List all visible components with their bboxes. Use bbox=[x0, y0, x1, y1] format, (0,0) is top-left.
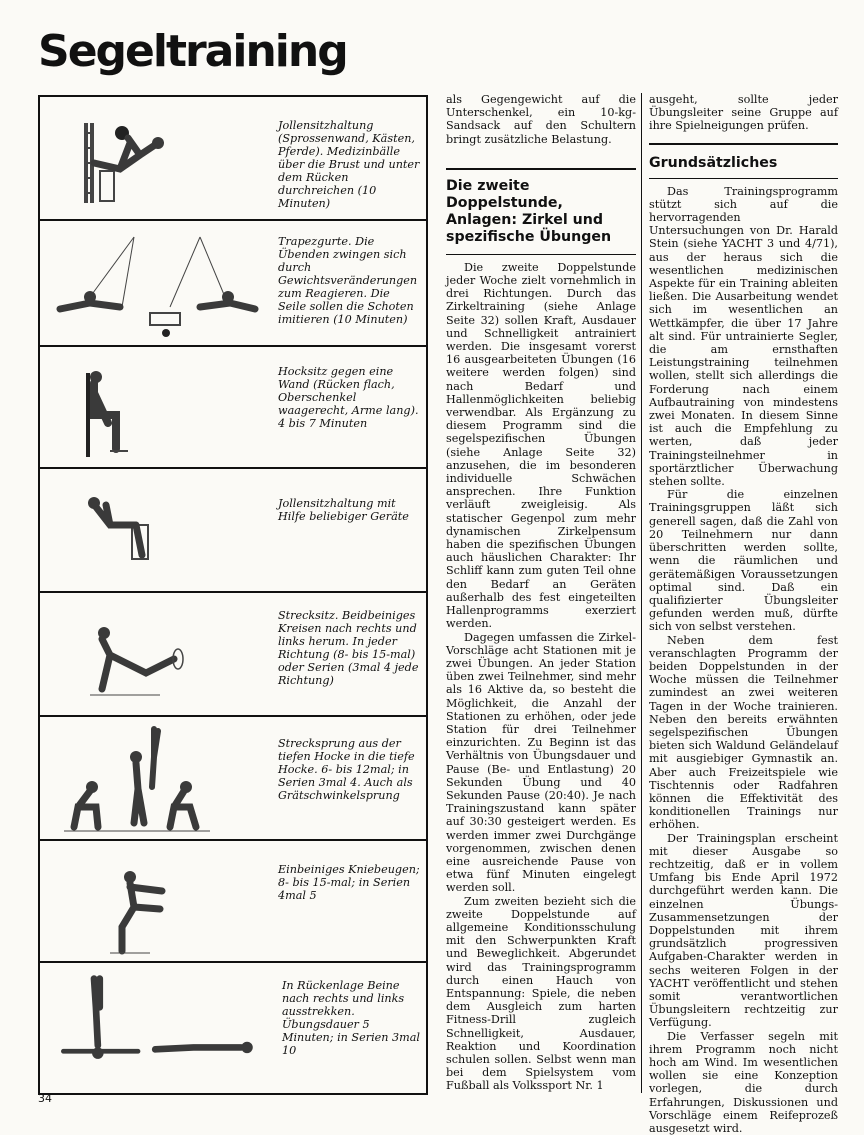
hiking-position-illustration bbox=[50, 475, 270, 587]
section-divider bbox=[446, 168, 636, 170]
section-divider bbox=[649, 178, 838, 179]
section-divider bbox=[649, 143, 838, 145]
article-column-2 bbox=[446, 93, 636, 1093]
wall-squat-illustration bbox=[50, 353, 270, 463]
section-heading: Die zweite Doppelstunde, Anlagen: Zirkel und spezifische Übungen bbox=[446, 177, 612, 245]
exercise-row bbox=[40, 593, 426, 717]
paragraph: Neben dem fest veranschlagten Programm der beiden Doppelstunden in der Woche müssen die Teilnehmer zumindest an zwei weiteren Tagen in der Woche trainieren. Neben den bereits erwähnten segelspezifischen Übungen bieten sich Waldund Geländelauf mit ausgiebiger Gymnastik an. Aber auch Freizeitspiele wie Tischtennis oder Radfahren können die Effektivität des konditionellen Trainings nur erhöhen. bbox=[649, 633, 838, 832]
wallbars-medicine-ball-illustration bbox=[50, 103, 270, 215]
exercise-row bbox=[40, 347, 426, 469]
page-title: Segeltraining bbox=[38, 26, 347, 77]
paragraph: Das Trainingsprogramm stützt sich auf die hervorragenden Untersuchungen von Dr. Harald Stein (siehe YACHT 3 und 4/71), aus der heraus sich die wesentlichen medizinischen Aspekte für ein Training ableiten ließen. Die Ausarbeitung wendet sich im wesentlichen an Wettkämpfer, die über 17 Jahre alt sind. Für untrainierte Segler, die am ernsthaften Leistungstraining teilnehmen wollen, stellt sich allerdings die Forderung nach einem Aufbautraining von mindestens zwei Monaten. In diesem Sinne ist auch die Empfehlung zu werten, daß jeder Trainingsteilnehmer in sportärztlicher Überwachung stehen sollte. bbox=[649, 184, 838, 489]
paragraph: Dagegen umfassen die Zirkel-Vorschläge acht Stationen mit je zwei Übungen. An jeder Station üben zwei Teilnehmer, sind mehr als 16 Aktive da, so besteht die Möglichkeit, die Anzahl der Stationen zu erhöhen, oder jede Station für drei Teilnehmer einzurichten. Zu Beginn ist das Verhältnis von Übungsdauer und Pause (Be- und Entlastung) 20 Sekunden Übung und 40 Sekunden Pause (20:40). Je nach Trainingszustand kann später auf 30:30 gesteigert werden. Es werden immer zwei Durchgänge vorgenommen, zwischen denen eine ausreichende Pause von etwa fünf Minuten eingelegt werden soll. bbox=[446, 630, 636, 895]
paragraph: Der Trainingsplan erscheint mit dieser Ausgabe so rechtzeitig, daß er in vollem Umfang bis Ende April 1972 durchgeführt werden kann. Die einzelnen Übungs-Zusammensetzungen der Doppelstunden mit ihrem grundsätzlich progressiven Aufgaben-Charakter werden in sechs weiteren Folgen in der YACHT veröffentlicht und stehen somit verantwortlichen Übungsleitern rechtzeitig zur Verfügung. bbox=[649, 831, 838, 1030]
exercise-caption: Jollensitzhaltung (Sprossenwand, Kästen, Pferde). Medizinbälle über die Brust und unter dem Rücken durchreichen (10 Minuten) bbox=[278, 119, 420, 210]
exercise-row bbox=[40, 97, 426, 221]
exercise-caption: Hocksitz gegen eine Wand (Rücken flach, Oberschenkel waagerecht, Arme lang). 4 bis 7 Minuten bbox=[278, 365, 419, 430]
exercise-caption: Einbeiniges Kniebeugen; 8- bis 15-mal; in Serien 4mal 5 bbox=[278, 863, 420, 902]
exercise-caption: Trapezgurte. Die Übenden zwingen sich durch Gewichtsveränderungen zum Reagieren. Die Seile sollen die Schoten imitieren (10 Minuten) bbox=[278, 235, 418, 326]
paragraph: als Gegengewicht auf die Unterschenkel, ein 10-kg-Sandsack auf den Schultern bringt zusätzliche Belastung. bbox=[446, 93, 636, 146]
page-number: 34 bbox=[38, 1092, 52, 1105]
trapeze-illustration bbox=[50, 227, 270, 343]
exercise-caption: Jollensitzhaltung mit Hilfe beliebiger Geräte bbox=[278, 497, 409, 523]
paragraph: Für die einzelnen Trainingsgruppen läßt sich generell sagen, daß die Zahl von 20 Teilnehmern nur dann überschritten werden sollte, wenn die räumlichen und gerätemäßigen Voraussetzungen optimal sind. Daß ein qualifizierter Übungsleiter gefunden werden muß, dürfte sich von selbst verstehen. bbox=[649, 488, 838, 634]
paragraph: ausgeht, sollte jeder Übungsleiter seine Gruppe auf ihre Spielneigungen prüfen. bbox=[649, 93, 838, 133]
exercise-row bbox=[40, 717, 426, 841]
leg-circling-illustration bbox=[50, 599, 270, 711]
paragraph: Die Verfasser segeln mit ihrem Programm noch nicht hoch am Wind. Im wesentlichen wollen sie eine Konzeption vorlegen, die durch Erfahrungen, Diskussionen und Vorschläge einem Reifeprozeß ausgesetzt wird. bbox=[649, 1029, 838, 1135]
exercise-caption: In Rückenlage Beine nach rechts und links ausstrekken. Übungsdauer 5 Minuten; in Serien 3mal 10 bbox=[282, 979, 420, 1057]
exercise-row bbox=[40, 221, 426, 347]
exercise-caption: Strecksprung aus der tiefen Hocke in die tiefe Hocke. 6- bis 12mal; in Serien 3mal 4. Auch als Grätschwinkelsprung bbox=[278, 737, 415, 802]
squat-jump-illustration bbox=[50, 723, 270, 835]
supine-leg-spread-illustration bbox=[50, 969, 270, 1082]
exercise-row bbox=[40, 841, 426, 963]
exercise-caption: Strecksitz. Beidbeiniges Kreisen nach rechts und links herum. In jeder Richtung (8- bis 15-mal) oder Serien (3mal 4 jede Richtung) bbox=[278, 609, 419, 687]
paragraph: Die zweite Doppelstunde jeder Woche zielt vornehmlich in drei Richtungen. Durch das Zirkeltraining (siehe Anlage Seite 32) sollen Kraft, Ausdauer und Schnelligkeit antrainiert werden. Die insgesamt vorerst 16 ausgearbeiteten Übungen (16 weitere werden folgen) sind nach Bedarf und Hallenmöglichkeiten beliebig verwendbar. Als Ergänzung zu diesem Programm sind die segelspezifischen Übungen (siehe Anlage Seite 32) anzusehen, die im besonderen individuelle Schwächen ansprechen. Ihre Funktion verläuft zweigleisig. Als statischer Gegenpol zum mehr dynamischen Zirkelpensum haben die spezifischen Übungen auch häuslichen Charakter: Ihr Schliff kann zum guten Teil ohne den Bedarf an Geräten außerhalb des fest eingeteilten Hallenprogramms exerziert werden. bbox=[446, 260, 636, 631]
paragraph: Zum zweiten bezieht sich die zweite Doppelstunde auf allgemeine Konditionsschulung mit den Schwerpunkten Kraft und Beweglichkeit. Abgerundet wird das Trainingsprogramm durch einen Hauch von Entspannung: Spiele, die neben dem Ausgleich zum harten Fitness-Drill zugleich Schnelligkeit, Ausdauer, Reaktion und Koordination schulen sollen. Selbst wenn man bei dem Spielsystem vom Fußball als Volkssport Nr. 1 bbox=[446, 894, 636, 1093]
column-divider bbox=[641, 93, 642, 1093]
exercise-table bbox=[38, 95, 428, 1095]
single-leg-squat-illustration bbox=[50, 847, 270, 957]
section-divider bbox=[446, 254, 636, 255]
exercise-row bbox=[40, 469, 426, 593]
exercise-row bbox=[40, 963, 426, 1093]
section-heading: Grundsätzliches bbox=[649, 154, 778, 171]
article-column-3 bbox=[649, 93, 838, 1135]
